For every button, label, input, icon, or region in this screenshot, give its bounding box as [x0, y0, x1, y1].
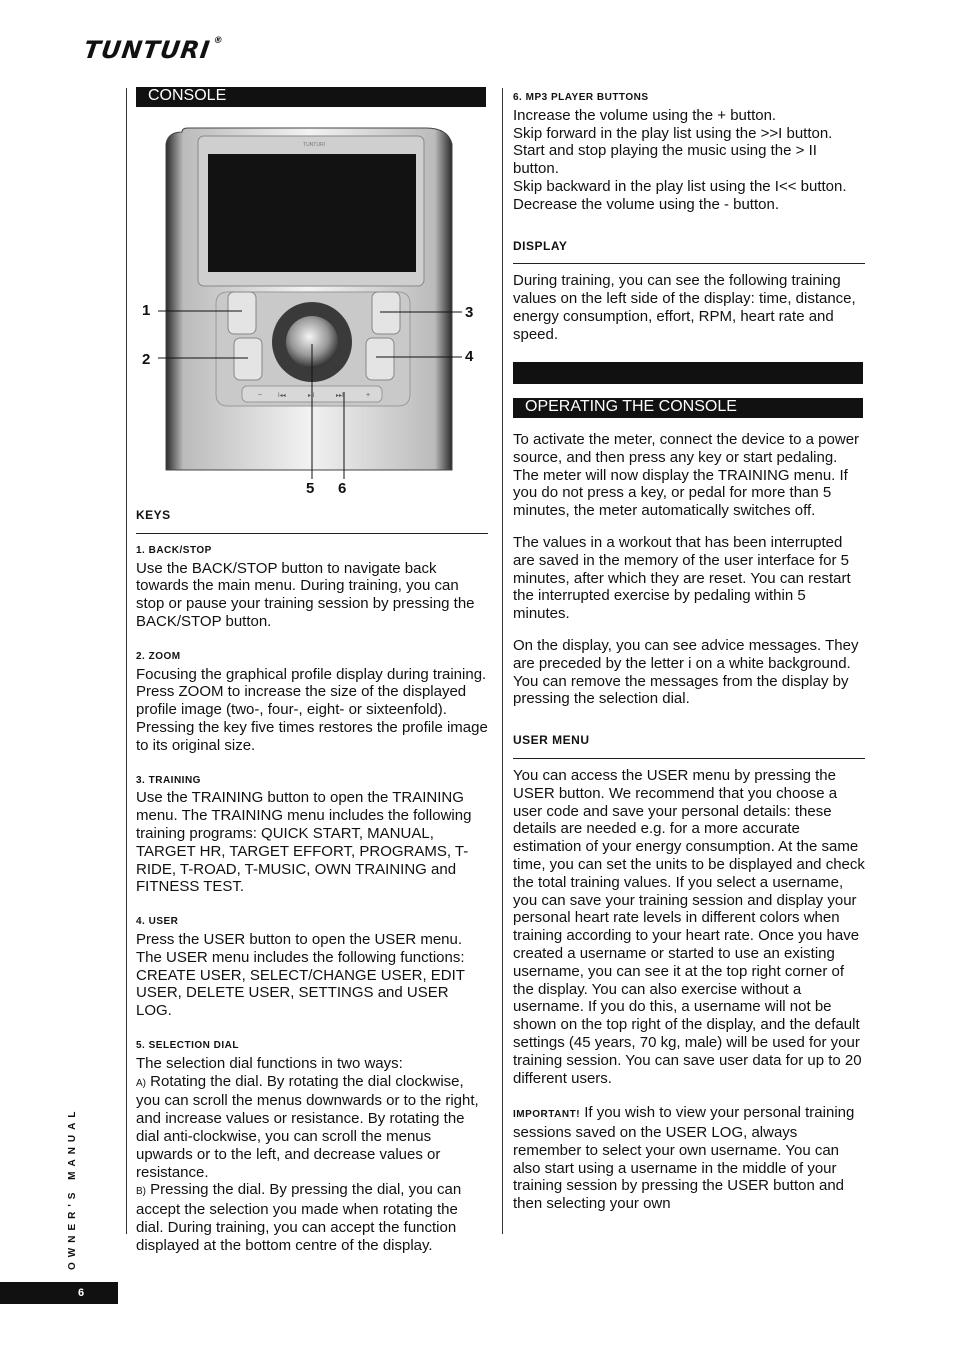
back-stop-text: Use the BACK/STOP button to navigate back towards the main menu. During training, you can stop or pause your training session by pressing the BACK/STOP button.: [136, 559, 475, 630]
user-menu-heading: USER MENU: [513, 722, 865, 759]
mp3-line-4: Skip backward in the play list using the I<< button.: [513, 177, 847, 195]
user-menu-text: You can access the USER menu by pressing the USER button. We recommend that you choose a user code and save your personal details: these details are needed e.g. for a more accurate estimation of your energy consumption. At the same time, you can set the units to be displayed and check the total training values. If you select a username, you can save your training session and display your personal heart rate levels in different colors when training according to your heart rate. Once you have created a username or started to use an existing username, you can see it at the top right corner of the display. You can also exercise without a username. If you do this, a username will not be shown on the top right of the display, and the default settings (45 years, 70 kg, male) will be used for your training session. You can save user data for up to 20 different users.: [513, 766, 865, 1087]
display-heading: DISPLAY: [513, 228, 865, 265]
owners-manual-label: OWNER'S MANUAL: [67, 1106, 78, 1270]
operating-p2: The values in a workout that has been interrupted are saved in the memory of the user interface for 5 minutes, after which they are reset. You can restart the interrupted exercise by pedaling within 5 minutes.: [513, 533, 851, 623]
user-key: [366, 338, 394, 380]
console-logo: TUNTURI: [303, 142, 325, 148]
display-text: During training, you can see the following training values on the left side of the display: time, distance, energy consumption, effort, RPM, heart rate and speed.: [513, 272, 856, 343]
left-column: [136, 507, 488, 1254]
selection-dial-heading: 5. SELECTION DIAL: [136, 1039, 239, 1051]
svg-text:−: −: [258, 392, 263, 399]
console-section-bar: [136, 87, 486, 107]
selection-dial-intro: The selection dial functions in two ways:: [136, 1054, 403, 1072]
callout-4: 4: [465, 348, 474, 365]
callout-6: 6: [338, 480, 347, 497]
selection-dial-b: B) Pressing the dial. By pressing the dial, you can accept the selection you made when rotating the dial. During training, you can accept the function displayed at the bottom centre of the display.: [136, 1181, 462, 1254]
operating-p1: To activate the meter, connect the device to a power source, and then press any key or start pedaling. The meter will now display the TRAINING menu. If you do not press a key, or pedal for more than 5 minutes, the meter automatically switches off.: [513, 431, 860, 520]
console-section-title: CONSOLE: [148, 87, 227, 104]
right-column: [513, 89, 865, 344]
blank-section-bar: [513, 362, 863, 384]
callout-2: 2: [142, 351, 151, 368]
training-key: [372, 292, 400, 334]
mp3-heading: 6. MP3 PLAYER BUTTONS: [513, 92, 649, 103]
mp3-line-5: Decrease the volume using the - button.: [513, 195, 779, 213]
svg-text:I◂◂: I◂◂: [278, 393, 286, 399]
keys-heading: KEYS: [136, 507, 488, 534]
console-illustration: [136, 124, 486, 504]
operating-section-title: OPERATING THE CONSOLE: [525, 398, 737, 415]
mp3-line-2: Skip forward in the play list using the >>I button.: [513, 124, 833, 142]
svg-text:▸II: ▸II: [308, 393, 315, 399]
training-text: Use the TRAINING button to open the TRAINING menu. The TRAINING menu includes the following training programs: QUICK START, MANUAL, TARGET HR, TARGET EFFORT, PROGRAMS, T-RIDE, T-ROAD, T-MUSIC, OWN TRAINING and FITNESS TEST.: [136, 789, 472, 896]
left-column-rule: [126, 88, 127, 1234]
back-stop-key: [228, 292, 256, 334]
page-number: 6: [0, 1282, 118, 1304]
callout-1: 1: [142, 302, 151, 319]
mp3-line-1: Increase the volume using the + button.: [513, 106, 777, 124]
brand-logo: TUNTURI®: [82, 36, 225, 64]
selection-dial-a: A) Rotating the dial. By rotating the dial clockwise, you can scroll the menus downwards or to the right, and increase values or resistance. By rotating the dial anti-clockwise, you can scroll the menus upwards or to the left, and decrease values or resistance.: [136, 1072, 479, 1181]
console-screen: [208, 154, 416, 272]
callout-3: 3: [465, 304, 474, 321]
callout-5: 5: [306, 480, 315, 497]
back-stop-heading: 1. BACK/STOP: [136, 544, 212, 556]
center-column-rule: [502, 88, 503, 1234]
zoom-key: [234, 338, 262, 380]
user-heading: 4. USER: [136, 916, 179, 928]
zoom-heading: 2. ZOOM: [136, 650, 181, 662]
zoom-text: Focusing the graphical profile display during training. Press ZOOM to increase the size of the displayed profile image (two-, four-, eight- or sixteenfold). Pressing the key five times restores the profile image to its original size.: [136, 665, 488, 754]
svg-text:+: +: [366, 392, 371, 399]
mp3-line-3: Start and stop playing the music using the > II button.: [513, 142, 817, 178]
user-text: Press the USER button to open the USER menu. The USER menu includes the following functions: CREATE USER, SELECT/CHANGE USER, EDIT USER, DELETE USER, SETTINGS and USER LOG.: [136, 930, 465, 1020]
important-note: IMPORTANT! If you wish to view your personal training sessions saved on the USER LOG, always remember to select your own username. You can also start using a username in the middle of your training session by pressing the USER button and then selecting your own: [513, 1104, 855, 1213]
operating-section-bar: [513, 398, 863, 418]
right-column-lower: [513, 431, 865, 1213]
svg-text:▸▸I: ▸▸I: [336, 393, 344, 399]
operating-p3: On the display, you can see advice messages. They are preceded by the letter i on a white background. You can remove the messages from the display by pressing the selection dial.: [513, 636, 859, 708]
training-heading: 3. TRAINING: [136, 774, 201, 786]
